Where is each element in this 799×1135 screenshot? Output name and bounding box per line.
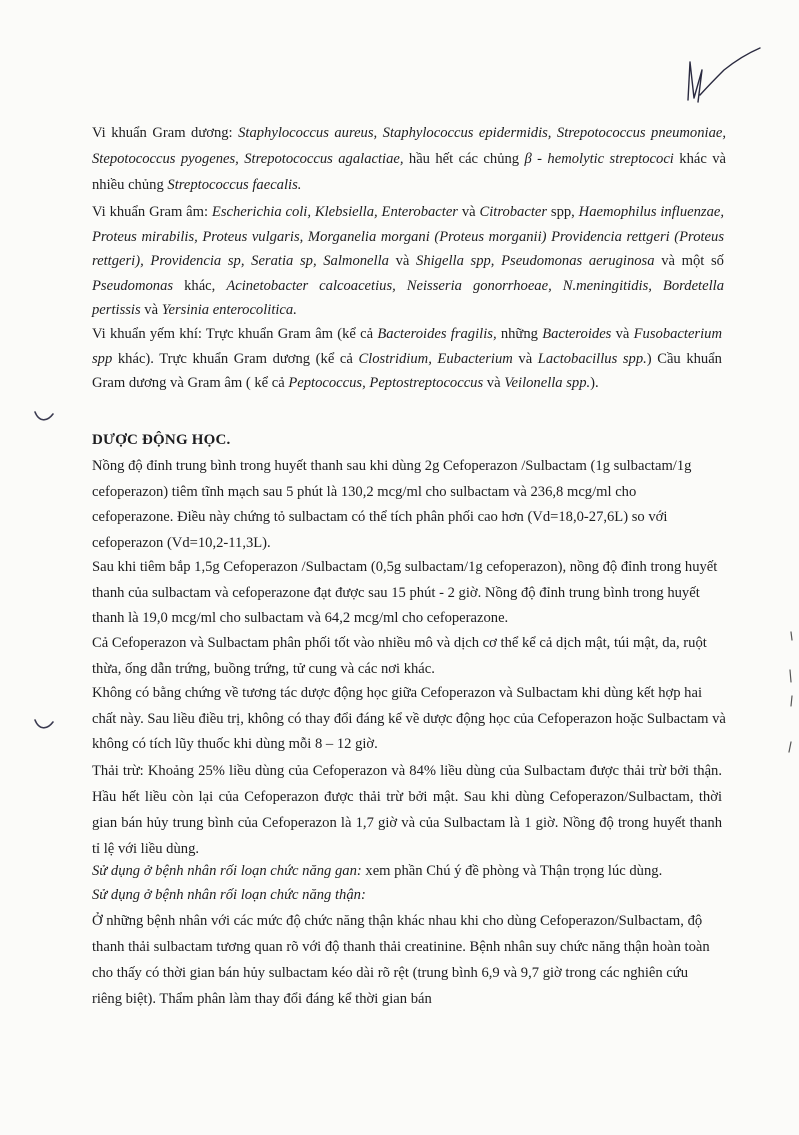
paragraph-gram-negative — [92, 200, 724, 323]
text-segment: Không có bằng chứng về tương tác dược động học giữa Cefoperazon và Sulbactam khi dùng kết hợp hai chất này. Sau liều điều trị, không có thay đổi đáng kể về dược động học của Cefoperazon hoặc Sulbactam và không có tích lũy thuốc khi dùng mỗi 8 – 12 giờ. — [92, 685, 726, 752]
italic-text-segment: Escherichia coli, Klebsiella, Enterobacter — [211, 204, 458, 220]
italic-text-segment: Yersinia enterocolitica. — [161, 302, 297, 318]
paragraph-peak-concentration-iv — [92, 454, 712, 556]
signature-mark-icon — [680, 40, 770, 130]
text-segment: Ở những bệnh nhân với các mức độ chức năng thận khác nhau khi cho dùng Cefoperazon/Sulbactam, độ thanh thải sulbactam tương quan rõ với độ thanh thải creatinine. Bệnh nhân suy chức năng thận hoàn toàn cho thấy có thời gian bán hủy sulbactam kéo dài rõ rệt (trung bình 6,9 và 9,7 giờ trong các nghiên cứu riêng biệt). Thẩm phân làm thay đổi đáng kể thời gian bán — [92, 913, 710, 1007]
text-segment: spp, — [547, 204, 579, 220]
section-heading-pharmacokinetics — [92, 429, 724, 451]
text-segment: những — [496, 326, 543, 342]
italic-text-segment: Bacteroides — [542, 326, 612, 342]
text-segment: và — [388, 253, 417, 269]
paragraph-renal-impairment — [92, 908, 720, 1012]
text-segment: và — [512, 350, 538, 367]
edge-marks-icon — [786, 630, 796, 760]
italic-text-segment: Streptococcus faecalis. — [167, 177, 302, 193]
italic-text-segment: Shigella spp, Pseudomonas aeruginosa — [416, 253, 655, 269]
text-segment: và — [458, 204, 480, 220]
text-segment: Vi khuẩn yếm khí: Trực khuẩn Gram âm (kể cả — [92, 326, 378, 342]
text-segment: và — [483, 375, 505, 391]
paragraph-renal-impairment-heading — [92, 884, 724, 906]
paragraph-hepatic-impairment — [92, 860, 724, 882]
italic-text-segment: Fusobacterium spp — [92, 326, 722, 367]
italic-text-segment: Lactobacillus spp. — [537, 350, 647, 367]
text-segment: DƯỢC ĐỘNG HỌC. — [92, 432, 231, 448]
paragraph-peak-concentration-im — [92, 555, 726, 632]
text-segment: Thải trừ: Khoảng 25% liều dùng của Cefoperazon và 84% liều dùng của Sulbactam được thải trừ bởi thận. Hầu hết liều còn lại của Cefoperazon được thải trừ bởi mật. Sau khi dùng Cefoperazon/Sulbactam, thời gian bán hủy trung bình của Cefoperazon là 1,7 giờ và của Sulbactam là 1 giờ. Nồng độ trong huyết thanh tỉ lệ với liều dùng. — [92, 763, 722, 857]
italic-text-segment: Haemophilus influenzae, Proteus mirabilis, Proteus vulgaris, Morganelia morgani (Proteus morganii) Providencia rettgeri (Proteus rettgeri), Providencia sp, Seratia sp, Salmonella — [92, 204, 724, 269]
italic-text-segment: Veilonella spp. — [504, 375, 591, 391]
text-segment: Vi khuẩn Gram dương: — [92, 125, 239, 141]
text-segment: và — [140, 302, 162, 318]
text-segment: và một số — [654, 253, 724, 269]
text-segment: Nồng độ đỉnh trung bình trong huyết thanh sau khi dùng 2g Cefoperazon /Sulbactam (1g sulbactam/1g cefoperazon) tiêm tĩnh mạch sau 5 phút là 130,2 mcg/ml cho sulbactam và 236,8 mcg/ml cho cefoperazone. Điều này chứng tỏ sulbactam có thể tích phân phối cao hơn (Vd=18,0-27,6L) so với cefoperazon (Vd=10,2-11,3L). — [92, 458, 692, 551]
text-segment: khác, — [173, 277, 227, 294]
italic-text-segment: Staphylococcus aureus, Staphylococcus epidermidis, Strepotococcus pneumoniae, Stepotococcus pyogenes, Strepotococcus agalactiae, — [92, 125, 727, 167]
text-segment: Cả Cefoperazon và Sulbactam phân phối tốt vào nhiều mô và dịch cơ thể kể cả dịch mật, túi mật, da, ruột thừa, ống dẫn trứng, buồng trứng, tử cung và các nơi khác. — [92, 635, 707, 677]
italic-text-segment: Sử dụng ở bệnh nhân rối loạn chức năng gan: — [92, 863, 362, 879]
italic-text-segment: Acinetobacter calcoacetius, Neisseria gonorrhoeae, N.meningitidis, Bordetella pertissis — [92, 277, 724, 318]
italic-text-segment: Peptococcus, Peptostreptococcus — [288, 375, 484, 391]
punch-hole-mark-icon — [33, 408, 55, 426]
italic-text-segment: Citrobacter — [479, 204, 548, 220]
paragraph-distribution — [92, 631, 726, 682]
paragraph-anaerobes — [92, 322, 722, 396]
text-segment: ) Cầu khuẩn Gram dương và Gram âm ( kể cả — [92, 350, 722, 391]
text-segment: hầu hết các chủng — [403, 151, 525, 167]
paragraph-interaction — [92, 681, 726, 758]
italic-text-segment: Bacteroides fragilis, — [377, 326, 497, 342]
italic-text-segment: β - hemolytic streptococi — [524, 151, 674, 167]
punch-hole-mark-icon — [33, 716, 55, 734]
italic-text-segment: Clostridium, Eubacterium — [358, 350, 513, 367]
italic-text-segment: Pseudomonas — [92, 277, 174, 294]
text-segment: khác và nhiều chủng — [92, 151, 726, 193]
text-segment: xem phần Chú ý đề phòng và Thận trọng lúc dùng. — [361, 863, 663, 879]
italic-text-segment: Sử dụng ở bệnh nhân rối loạn chức năng thận: — [92, 887, 366, 903]
text-segment: khác). Trực khuẩn Gram dương (kể cả — [112, 350, 359, 367]
paragraph-gram-positive — [92, 120, 726, 198]
text-segment: và — [611, 326, 634, 342]
text-segment: ). — [590, 375, 599, 391]
text-segment: Vi khuẩn Gram âm: — [92, 204, 212, 220]
text-segment: Sau khi tiêm bắp 1,5g Cefoperazon /Sulbactam (0,5g sulbactam/1g cefoperazon), nồng độ đỉnh trong huyết thanh của sulbactam và cefoperazone đạt được sau 15 phút - 2 giờ. Nồng độ đỉnh trung bình trong huyết thanh là 19,0 mcg/ml cho sulbactam và 64,2 mcg/ml cho cefoperazone. — [92, 559, 718, 626]
paragraph-elimination — [92, 758, 722, 862]
